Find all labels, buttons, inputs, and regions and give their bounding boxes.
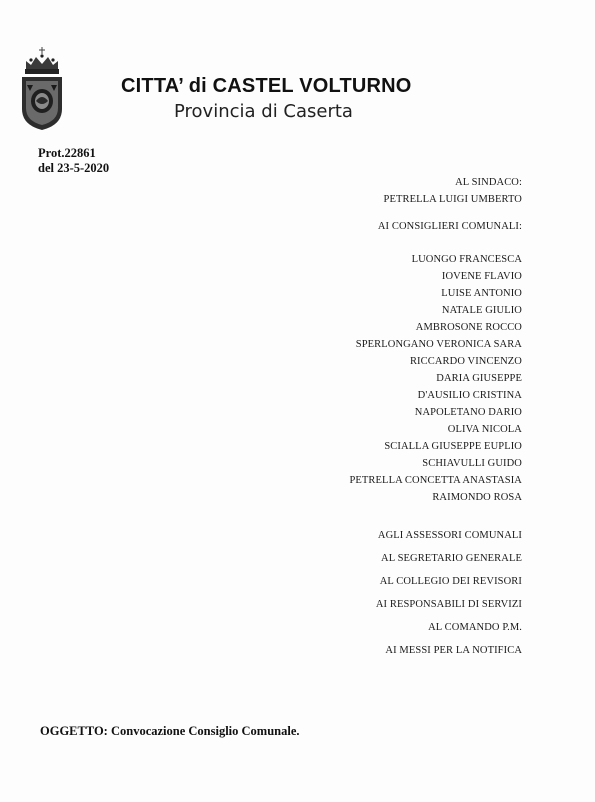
councillor-item: LUONGO FRANCESCA	[411, 254, 522, 265]
recipient-item: AI MESSI PER LA NOTIFICA	[385, 645, 522, 656]
councillor-item: RICCARDO VINCENZO	[409, 356, 522, 367]
councillor-item: NATALE GIULIO	[441, 305, 522, 316]
recipients-list	[349, 174, 522, 662]
coat-of-arms-icon	[18, 45, 66, 133]
councillor-item: PETRELLA CONCETTA ANASTASIA	[349, 475, 522, 486]
recipient-item: AL COMANDO P.M.	[428, 622, 522, 633]
councillor-item: IOVENE FLAVIO	[441, 271, 522, 282]
councillor-item: OLIVA NICOLA	[447, 424, 522, 435]
councillor-item: D'AUSILIO CRISTINA	[417, 390, 522, 401]
subject-label: OGGETTO:	[40, 724, 108, 738]
protocol-date: del 23-5-2020	[38, 161, 110, 175]
councillor-item: SPERLONGANO VERONICA SARA	[355, 339, 522, 350]
subject-line	[40, 724, 300, 739]
councillor-item: DARIA GIUSEPPE	[436, 373, 522, 384]
councillor-item: SCHIAVULLI GUIDO	[422, 458, 522, 469]
councillor-item: LUISE ANTONIO	[441, 288, 522, 299]
protocol-number: Prot.22861	[38, 146, 96, 160]
councillor-item: RAIMONDO ROSA	[432, 492, 522, 503]
councillor-item: NAPOLETANO DARIO	[414, 407, 522, 418]
subject-text: Convocazione Consiglio Comunale.	[110, 724, 300, 738]
consiglieri-label: AI CONSIGLIERI COMUNALI:	[377, 221, 522, 232]
municipality-title: CITTA’ di CASTEL VOLTURNO	[121, 75, 412, 97]
sindaco-label: AL SINDACO:	[455, 177, 522, 188]
councillor-item: SCIALLA GIUSEPPE EUPLIO	[384, 441, 522, 452]
councillor-item: AMBROSONE ROCCO	[415, 322, 522, 333]
province-subtitle: Provincia di Caserta	[174, 101, 353, 122]
protocol-block	[38, 146, 109, 176]
sindaco-name: PETRELLA LUIGI UMBERTO	[383, 194, 522, 205]
recipient-item: AGLI ASSESSORI COMUNALI	[377, 530, 522, 541]
recipient-item: AI RESPONSABILI DI SERVIZI	[375, 599, 522, 610]
recipient-item: AL SEGRETARIO GENERALE	[381, 553, 522, 564]
recipient-item: AL COLLEGIO DEI REVISORI	[379, 576, 522, 587]
